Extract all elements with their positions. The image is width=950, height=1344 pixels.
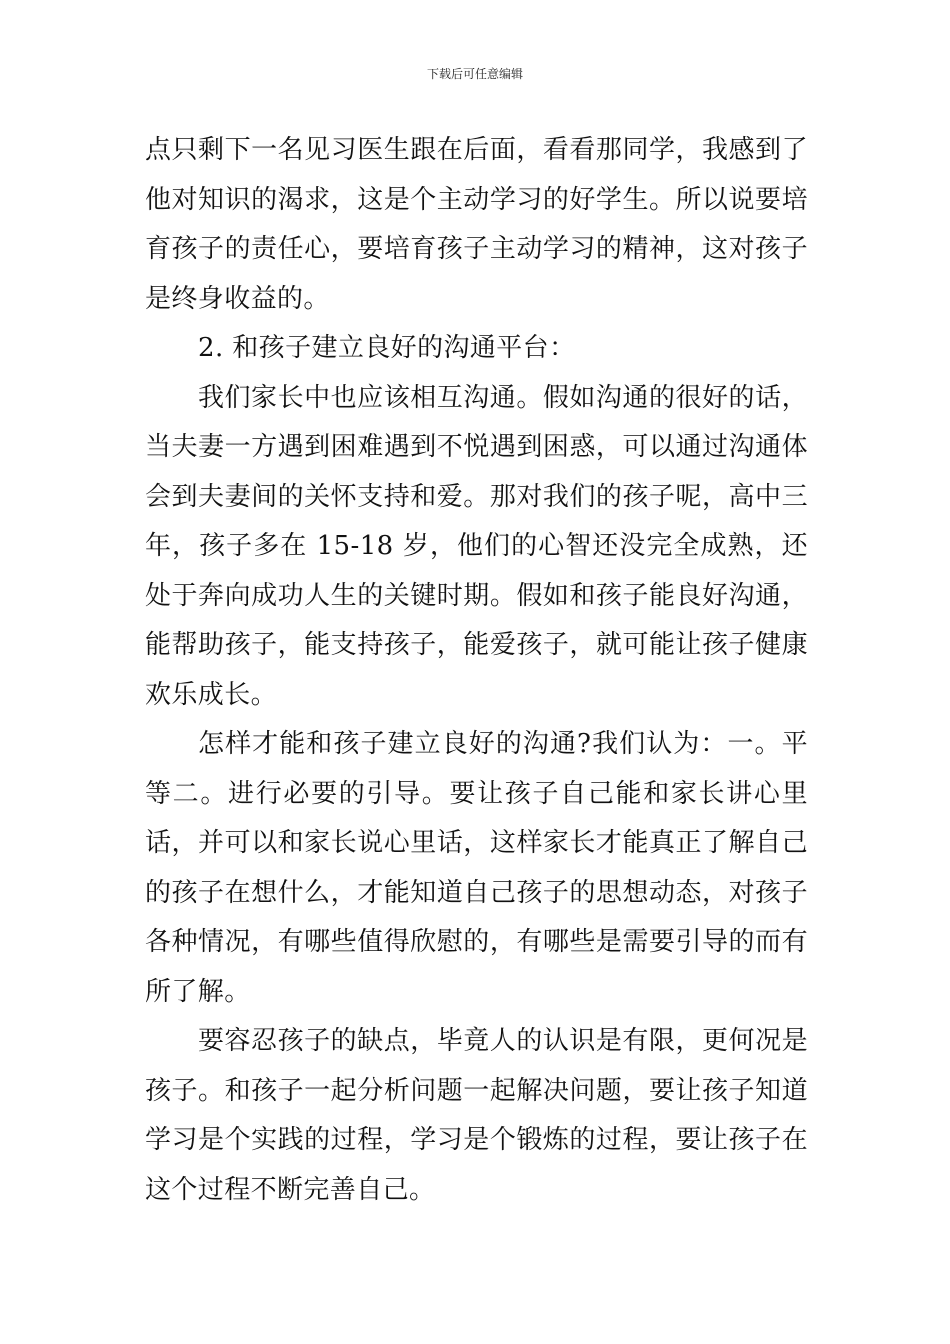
paragraph-5: 要容忍孩子的缺点，毕竟人的认识是有限，更何况是孩子。和孩子一起分析问题一起解决问题，要让孩子知道学习是个实践的过程，学习是个锻炼的过程，要让孩子在这个过程不断完善自己。 [145,1026,808,1205]
paragraph-1: 点只剩下一名见习医生跟在后面，看看那同学，我感到了他对知识的渴求，这是个主动学习的好学生。所以说要培育孩子的责任心，要培育孩子主动学习的精神，这对孩子是终身收益的。 [145,135,808,314]
page-header: 下载后可任意编辑 [426,67,523,81]
paragraph-2-heading: 2. 和孩子建立良好的沟通平台： [198,333,576,363]
paragraph-3: 我们家长中也应该相互沟通。假如沟通的很好的话，当夫妻一方遇到困难遇到不悦遇到困惑，可以通过沟通体会到夫妻间的关怀支持和爱。那对我们的孩子呢，高中三年，孩子多在 15-18 岁，他们的心智还没完全成熟，还处于奔向成功人生的关键时期。假如和孩子能良好沟通，能帮助孩子，能支持孩子，能爱孩子，就可能让孩子健康欢乐成长。 [145,382,808,710]
document-body [145,126,808,1215]
paragraph-4: 怎样才能和孩子建立良好的沟通?我们认为：一。平等二。进行必要的引导。要让孩子自己能和家长讲心里话，并可以和家长说心里话，这样家长才能真正了解自己的孩子在想什么，才能知道自己孩子的思想动态，对孩子各种情况，有哪些值得欣慰的，有哪些是需要引导的而有所了解。 [145,729,808,1007]
